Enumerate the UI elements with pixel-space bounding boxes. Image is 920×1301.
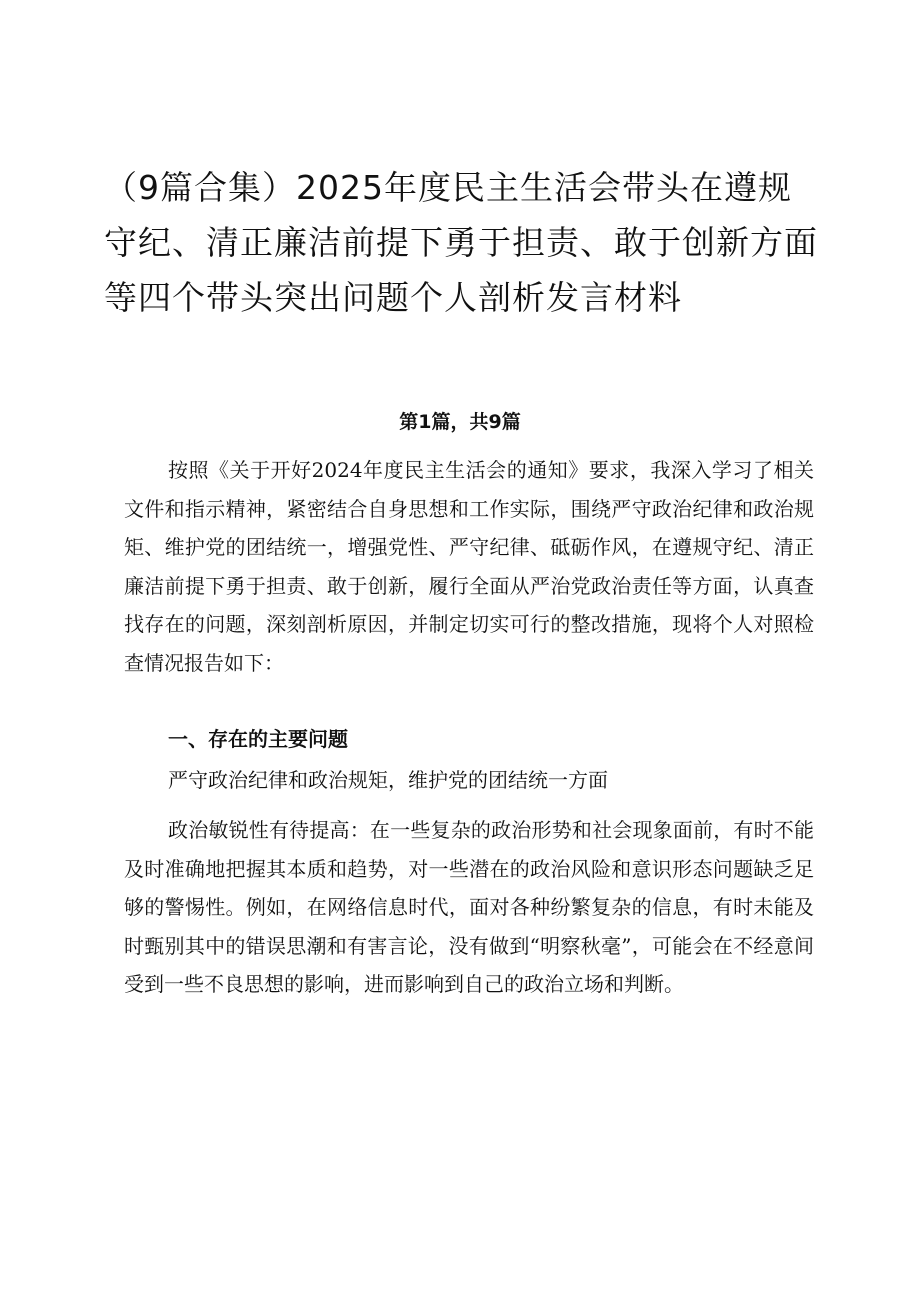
section-heading: 一、存在的主要问题: [168, 727, 348, 751]
body-paragraph: 政治敏锐性有待提高：在一些复杂的政治形势和社会现象面前，有时不能及时准确地把握其本质和趋势，对一些潜在的政治风险和意识形态问题缺乏足够的警惕性。例如，在网络信息时代，面对各种纷繁复杂的信息，有时未能及时甄别其中的错误思潮和有害言论，没有做到“明察秋毫”，可能会在不经意间受到一些不良思想的影响，进而影响到自己的政治立场和判断。: [124, 818, 814, 996]
document-subtitle: 第1篇，共9篇: [399, 411, 521, 433]
intro-paragraph: 按照《关于开好2024年度民主生活会的通知》要求，我深入学习了相关文件和指示精神，紧密结合自身思想和工作实际，围绕严守政治纪律和政治规矩、维护党的团结统一，增强党性、严守纪律、砥砺作风，在遵规守纪、清正廉洁前提下勇于担责、敢于创新，履行全面从严治党政治责任等方面，认真查找存在的问题，深刻剖析原因，并制定切实可行的整改措施，现将个人对照检查情况报告如下：: [124, 458, 814, 675]
document-title: （9篇合集）2025年度民主生活会带头在遵规守纪、清正廉洁前提下勇于担责、敢于创新方面等四个带头突出问题个人剖析发言材料: [104, 168, 818, 317]
subsection-paragraph: 严守政治纪律和政治规矩，维护党的团结统一方面: [168, 768, 608, 792]
